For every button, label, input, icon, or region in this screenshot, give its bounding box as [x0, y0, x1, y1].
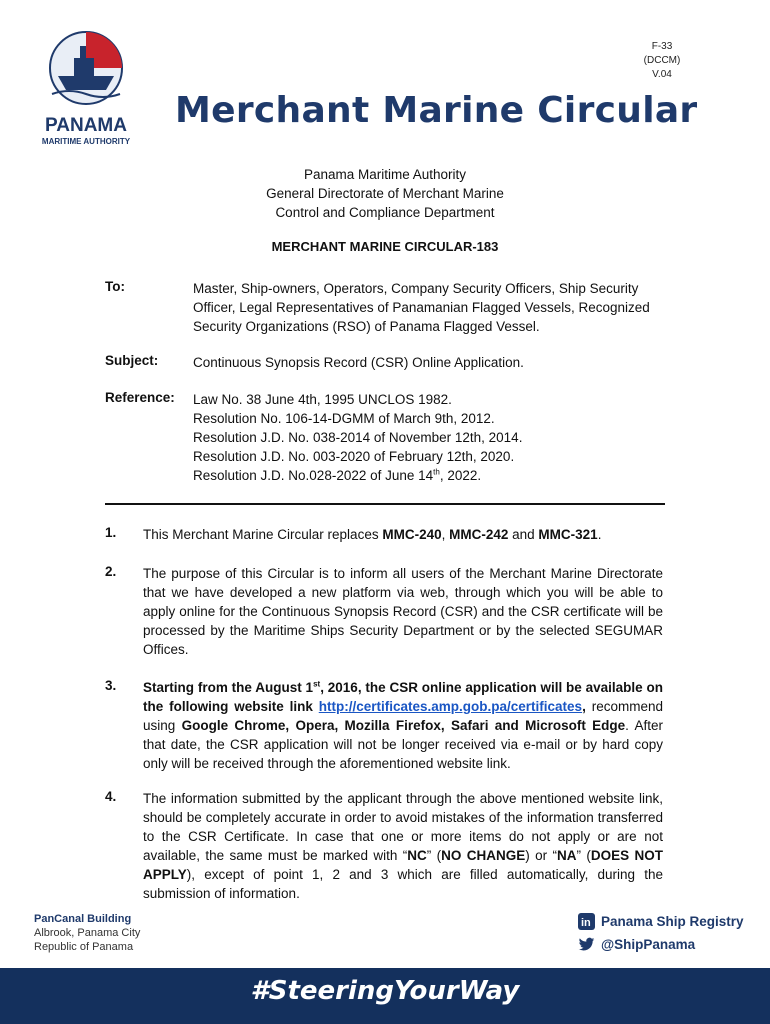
para-text: The information submitted by the applicant through the above mentioned website link, should be completely accurate in order to avoid mistakes of the information transferred to the CSR Certificate. In case that one or more items do not apply or are not available, the same must be marked with “	[143, 791, 663, 863]
item-number: 4.	[105, 789, 117, 804]
item-paragraph-1	[143, 525, 663, 544]
para-text: .	[597, 527, 602, 542]
para-bold: MMC-242	[449, 527, 509, 542]
para-text: . After that date, the CSR application will not be longer received via e-mail or by hard copy only will be received through the aforementioned website link.	[143, 718, 663, 771]
reference-label: Reference:	[105, 390, 175, 405]
reference-sup: th	[433, 467, 440, 477]
to-value: Master, Ship-owners, Operators, Company Security Officers, Ship Security Officer, Legal Representatives of Panamanian Flagged Vessels, Recognized Security Organizations (RSO) of Panama Flagged Vessel.	[193, 281, 650, 334]
linkedin-icon	[578, 913, 595, 930]
para-text: ), except of point 1, 2 and 3 which are filled automatically, during the submission of information.	[143, 867, 663, 901]
reference-item: Resolution J.D. No. 038-2014 of November 12th, 2014.	[193, 430, 523, 445]
document-title: Merchant Marine Circular	[175, 90, 698, 131]
para-text: recommend using	[143, 699, 663, 733]
para-bold: MMC-321	[538, 527, 598, 542]
para-bold: , 2016, the CSR online application will be available on the following website link	[143, 680, 663, 714]
form-code-line: (DCCM)	[643, 55, 681, 66]
item-paragraph-3	[143, 678, 663, 773]
reference-text: , 2022.	[439, 468, 482, 483]
panama-maritime-authority-logo	[36, 28, 136, 146]
para-bold: MMC-240	[382, 527, 442, 542]
para-bold: Starting from the August 1	[143, 680, 314, 695]
para-text: ” (	[576, 848, 591, 863]
logo-subtext: MARITIME AUTHORITY	[41, 137, 131, 146]
para-bold: DOES NOT APPLY	[143, 848, 664, 882]
item-paragraph-2: The purpose of this Circular is to inform all users of the Merchant Marine Directorate that we have developed a new platform via web, through which you will be able to apply online for the Continuous Synopsis Record (CSR) and the CSR certificate will be processed by the Maritime Ships Security Department or by the selected SEGUMAR Offices.	[143, 566, 663, 657]
para-bold: Google Chrome, Opera, Mozilla Firefox, Safari and Microsoft Edge	[181, 718, 626, 733]
para-text: ,	[441, 527, 450, 542]
certificates-link[interactable]: http://certificates.amp.gob.pa/certificates	[318, 699, 583, 714]
logo-text: PANAMA	[45, 115, 127, 136]
subject-label: Subject:	[105, 353, 159, 368]
item-number: 2.	[105, 564, 117, 579]
linkedin-link[interactable]	[578, 910, 744, 933]
circular-number: MERCHANT MARINE CIRCULAR-183	[271, 239, 499, 254]
form-code-line: V.04	[652, 69, 672, 80]
reference-item: Resolution No. 106-14-DGMM of March 9th, 2012.	[193, 411, 495, 426]
reference-list	[193, 390, 663, 485]
authority-line: General Directorate of Merchant Marine	[266, 186, 504, 201]
para-bold: NA	[557, 848, 577, 863]
linkedin-label: Panama Ship Registry	[601, 914, 744, 929]
para-bold: NO CHANGE	[441, 848, 526, 863]
footer-city: Albrook, Panama City	[34, 927, 141, 939]
footer-address	[34, 912, 140, 954]
item-number: 3.	[105, 678, 117, 693]
para-bold: ,	[582, 699, 586, 714]
ship-emblem-icon	[36, 28, 136, 108]
subject-value: Continuous Synopsis Record (CSR) Online Application.	[193, 355, 524, 370]
twitter-link[interactable]	[578, 933, 744, 956]
para-text: This Merchant Marine Circular replaces	[143, 527, 383, 542]
section-divider	[105, 503, 665, 505]
reference-item: Law No. 38 June 4th, 1995 UNCLOS 1982.	[193, 392, 452, 407]
twitter-icon	[578, 936, 595, 953]
svg-text:in: in	[581, 917, 591, 929]
authority-block	[0, 165, 770, 222]
form-code	[632, 40, 692, 82]
authority-line: Control and Compliance Department	[275, 205, 495, 220]
form-code-line: F-33	[651, 41, 673, 52]
social-links	[578, 910, 744, 956]
footer-building: PanCanal Building	[34, 913, 132, 925]
item-number: 1.	[105, 525, 117, 540]
twitter-label: @ShipPanama	[601, 937, 696, 952]
footer-hashtag: #SteeringYourWay	[250, 976, 520, 1006]
para-text: and	[508, 527, 539, 542]
para-text: ” (	[426, 848, 442, 863]
para-text: ) or “	[525, 848, 557, 863]
reference-item	[193, 466, 663, 485]
authority-line: Panama Maritime Authority	[303, 167, 467, 182]
para-sup: st	[313, 679, 321, 689]
footer-country: Republic of Panama	[34, 941, 134, 953]
reference-text: Resolution J.D. No.028-2022 of June 14	[193, 468, 434, 483]
item-paragraph-4	[143, 789, 663, 903]
to-label: To:	[105, 279, 125, 294]
para-bold: NC	[407, 848, 427, 863]
reference-item: Resolution J.D. No. 003-2020 of February 12th, 2020.	[193, 449, 515, 464]
